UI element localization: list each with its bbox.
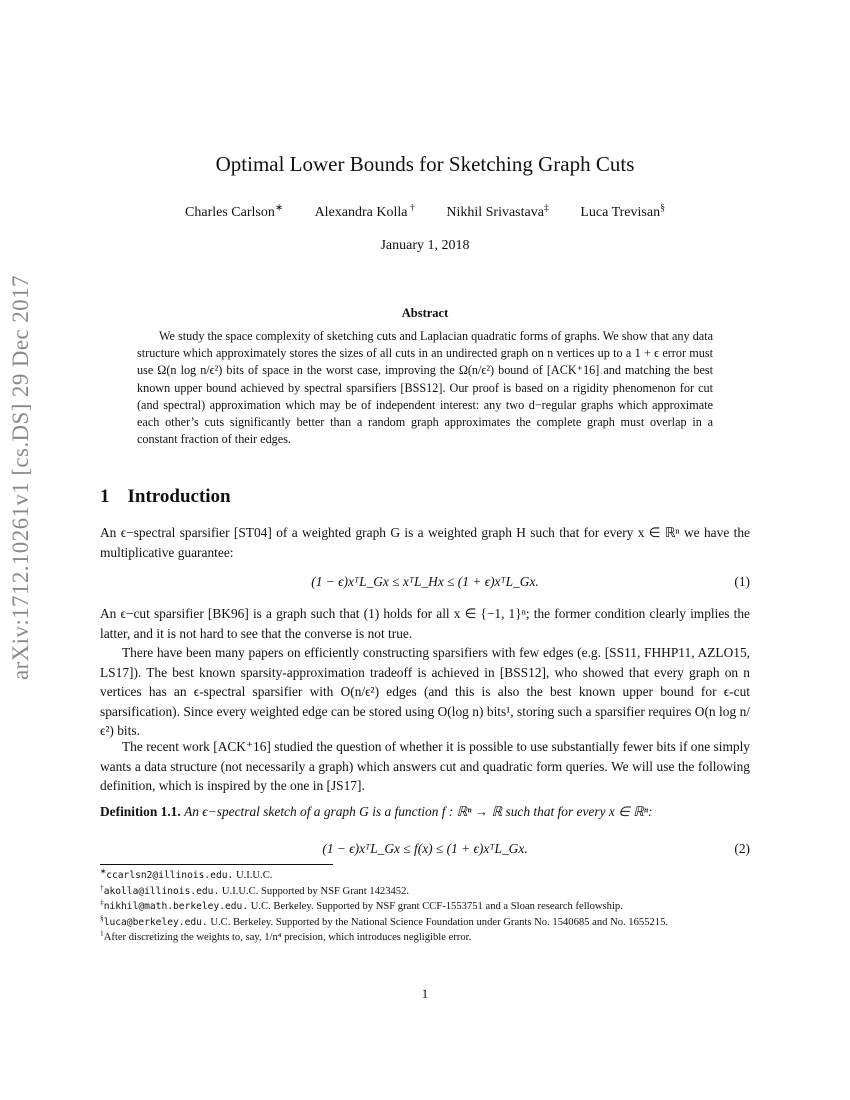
footnote: ‡nikhil@math.berkeley.edu. U.C. Berkeley. Supported by NSF grant CCF-1553751 and a Sloan research fellowship. (100, 897, 623, 912)
author-list (100, 202, 750, 221)
definition (100, 802, 750, 822)
abstract-text: We study the space complexity of sketching cuts and Laplacian quadratic forms of graphs. We show that any data structure which approximately stores the sizes of all cuts in an undirected graph on n vertices up to a 1 + ϵ error must use Ω(n log n/ϵ²) bits of space in the worst case, improving the Ω(n/ϵ²) bound of [ACK⁺16] and matching the best known upper bound achieved by spectral sparsifiers [BSS12]. Our proof is based on a rigidity phenomenon for cut (and spectral) approximation which may be of independent interest: any two d−regular graphs which approximate each other’s cuts significantly better than a random graph approximates the complete graph must overlap in a constant fraction of their edges. (137, 329, 713, 447)
equation-body: (1 − ϵ)xᵀL_Gx ≤ f(x) ≤ (1 + ϵ)xᵀL_Gx. (322, 841, 528, 856)
section-heading (100, 486, 231, 508)
paper-title: Optimal Lower Bounds for Sketching Graph Cuts (215, 152, 635, 176)
definition-label: Definition 1.1. (100, 804, 181, 819)
equation-body: (1 − ϵ)xᵀL_Gx ≤ xᵀL_Hx ≤ (1 + ϵ)xᵀL_Gx. (311, 574, 539, 589)
paragraph: An ϵ−cut sparsifier [BK96] is a graph such that (1) holds for all x ∈ {−1, 1}ⁿ; the former condition clearly implies the latter, and it is not hard to see that the converse is not true. (100, 606, 750, 641)
abstract-heading: Abstract (401, 306, 449, 320)
paper-date: January 1, 2018 (380, 238, 470, 253)
author: Nikhil Srivastava‡ (446, 202, 549, 220)
footnote-email[interactable]: luca@berkeley.edu. (103, 916, 208, 928)
footnote: †akolla@illinois.edu. U.I.U.C. Supported by NSF Grant 1423452. (100, 881, 410, 897)
footnotes (100, 868, 750, 946)
page-number: 1 (421, 986, 429, 1001)
equation-number: (2) (734, 841, 750, 856)
author: Alexandra Kolla † (314, 202, 415, 220)
section-number: 1 (100, 486, 110, 507)
footnote-email[interactable]: akolla@illinois.edu. (103, 885, 220, 897)
paragraph: There have been many papers on efficiently constructing sparsifiers with few edges (e.g. [SS11, FHHP11, AZLO15, LS17]). The best known sparsity-approximation tradeoff is achieved in [BSS12], who showed that every graph on n vertices has an ϵ-spectral sparsifier with O(n/ϵ²) edges (and this is also the best known upper bound for ϵ-cut sparsification). Since every weighted edge can be stored using O(log n) bits¹, storing such a sparsifier requires O(n log n/ϵ²) bits. (100, 645, 750, 738)
section-title: Introduction (127, 486, 231, 507)
paragraph: An ϵ−spectral sparsifier [ST04] of a weighted graph G is a weighted graph H such that for every x ∈ ℝⁿ we have the multiplicative guarantee: (100, 525, 750, 560)
footnote: $^1$After discretizing the weights to, say, 1/n⁴ precision, which introduces negligible error. (100, 928, 472, 943)
paragraph: The recent work [ACK⁺16] studied the question of whether it is possible to use substantially fewer bits if one simply wants a data structure (not necessarily a graph) which answers cut and quadratic form queries. We will use the following definition, which is inspired by the one in [JS17]. (100, 739, 750, 793)
equation-1 (100, 574, 750, 590)
equation-2 (100, 841, 750, 857)
author: Luca Trevisan§ (580, 202, 665, 220)
definition-text: An ϵ−spectral sketch of a graph G is a function f : ℝⁿ → ℝ such that for every x ∈ ℝⁿ: (184, 804, 653, 819)
footnote-email[interactable]: nikhil@math.berkeley.edu. (103, 901, 249, 912)
footnote: ∗ccarlsn2@illinois.edu. U.I.U.C. (100, 866, 273, 881)
equation-number: (1) (734, 574, 750, 589)
footnote-divider (100, 864, 333, 865)
arxiv-identifier: arXiv:1712.10261v1 [cs.DS] 29 Dec 2017 (8, 275, 33, 680)
footnote: §luca@berkeley.edu. U.C. Berkeley. Supported by the National Science Foundation under Grants No. 1540685 and No. 1655215. (100, 912, 669, 928)
footnote-email[interactable]: ccarlsn2@illinois.edu. (106, 870, 234, 881)
author: Charles Carlson∗ (185, 202, 284, 220)
